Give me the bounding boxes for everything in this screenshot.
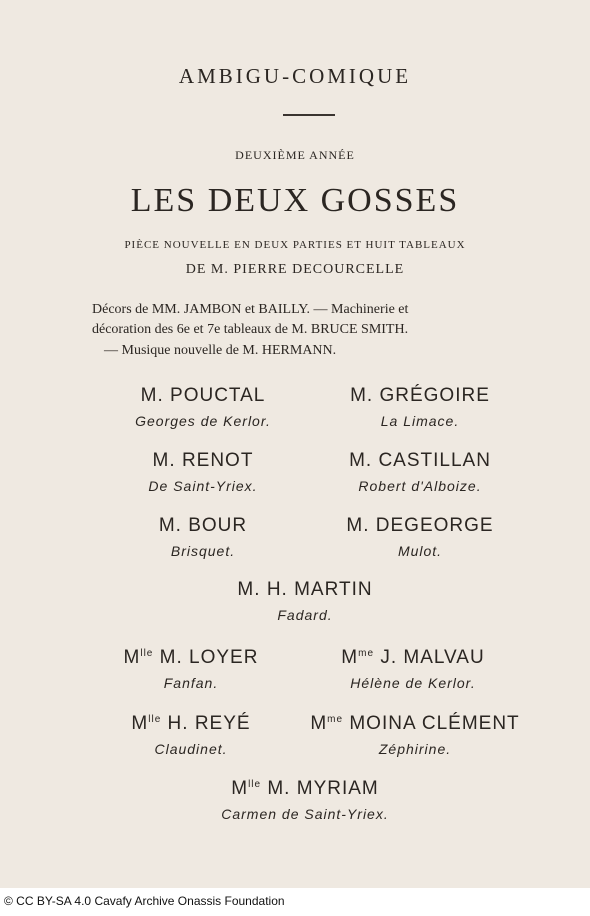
cast-entry (98, 384, 308, 430)
cast-entry (298, 642, 528, 692)
actor-role: Hélène de Kerlor. (350, 675, 476, 691)
actor-name: M. CASTILLAN (349, 450, 491, 471)
actor-name: M. POUCTAL (140, 385, 266, 406)
play-subtitle: PIÈCE NOUVELLE EN DEUX PARTIES ET HUIT TABLEAUX (124, 239, 466, 251)
actor-role: De Saint-Yriex. (148, 478, 258, 494)
actor-name: M. RENOT (152, 450, 254, 471)
credits-line-1: Décors de MM. JAMBON et BAILLY. — Machinerie et (92, 302, 409, 317)
actor-name: $M^{lle}$ M. MYRIAM (231, 778, 379, 799)
cast-entry (310, 449, 530, 495)
actor-name: $M^{me}$ J. MALVAU (341, 647, 485, 668)
cast-entry (86, 708, 296, 758)
actor-role: La Limace. (380, 413, 460, 429)
actor-role: Carmen de Saint-Yriex. (221, 806, 389, 822)
cast-entry (86, 642, 296, 692)
cast-entry (155, 578, 455, 624)
edition-label: DEUXIÈME ANNÉE (235, 148, 355, 162)
cast-entry (292, 708, 538, 758)
cast-entry (155, 773, 455, 823)
actor-name: $M^{lle}$ M. LOYER (123, 647, 259, 668)
cast-entry (310, 514, 530, 560)
actor-role: Robert d'Alboize. (358, 478, 482, 494)
actor-role: Brisquet. (170, 543, 236, 559)
actor-role: Claudinet. (154, 741, 228, 757)
actor-role: Fanfan. (163, 675, 219, 691)
actor-name: M. BOUR (158, 515, 248, 536)
actor-role: Zéphirine. (378, 741, 452, 757)
actor-name: $M^{lle}$ H. REYÉ (131, 713, 251, 734)
cast-entry (98, 514, 308, 560)
actor-role: Mulot. (397, 543, 443, 559)
play-author: DE M. PIERRE DECOURCELLE (185, 262, 405, 277)
actor-role: Fadard. (277, 607, 333, 623)
cast-entry (98, 449, 308, 495)
divider-rule (283, 114, 335, 116)
credits-line-3: — Musique nouvelle de M. HERMANN. (104, 343, 337, 358)
actor-name: M. GRÉGOIRE (350, 385, 490, 406)
license-footer: © CC BY-SA 4.0 Cavafy Archive Onassis Foundation (4, 894, 285, 908)
credits-line-2: décoration des 6e et 7e tableaux de M. BRUCE SMITH. (92, 322, 409, 337)
theatre-name: AMBIGU-COMIQUE (178, 64, 412, 88)
actor-name: M. DEGEORGE (346, 515, 494, 536)
cast-entry (310, 384, 530, 430)
play-title: LES DEUX GOSSES (130, 182, 460, 219)
actor-name: $M^{me}$ MOINA CLÉMENT (310, 713, 520, 734)
actor-name: M. H. MARTIN (237, 579, 373, 600)
actor-role: Georges de Kerlor. (135, 413, 271, 429)
